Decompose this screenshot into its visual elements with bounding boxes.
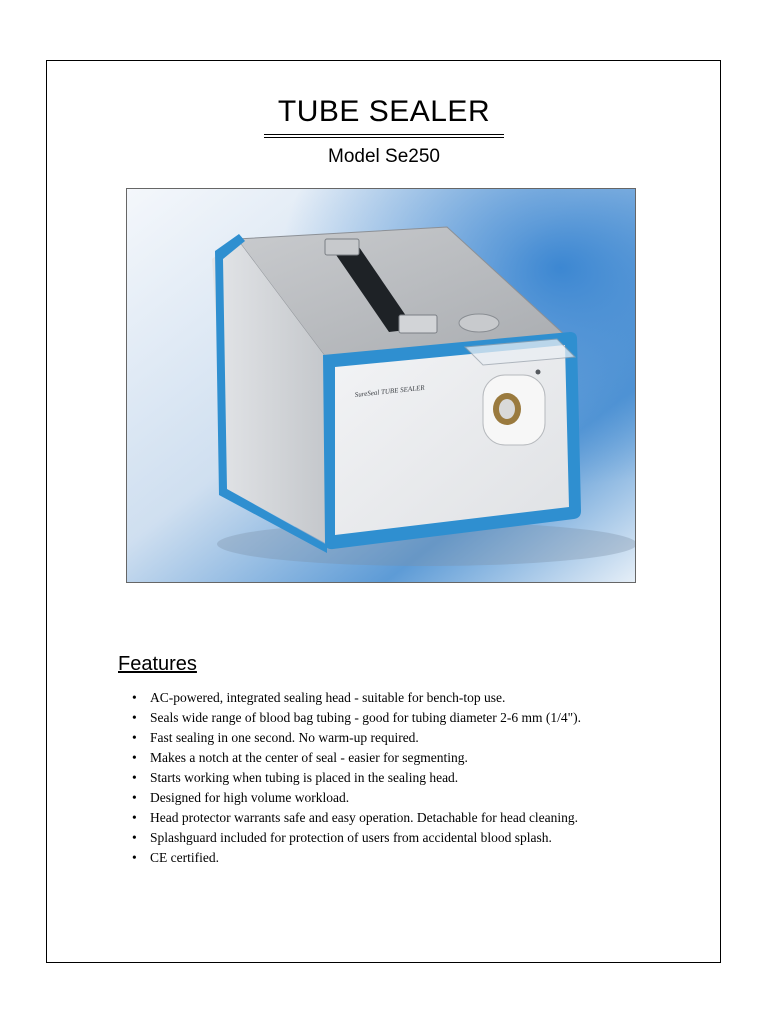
feature-item: • Seals wide range of blood bag tubing - good for tubing diameter 2-6 mm (1/4").	[132, 708, 581, 728]
title-block	[0, 94, 768, 138]
feature-item: • AC-powered, integrated sealing head - suitable for bench-top use.	[132, 688, 581, 708]
feature-item: • Splashguard included for protection of users from accidental blood splash.	[132, 828, 581, 848]
page-title: TUBE SEALER	[264, 94, 504, 138]
tube-sealer-illustration	[127, 189, 636, 583]
device-brand-label: SureSeal TUBE SEALER	[354, 383, 425, 399]
model-subtitle: Model Se250	[328, 146, 440, 167]
feature-item: • Makes a notch at the center of seal - easier for segmenting.	[132, 748, 581, 768]
features-list	[132, 688, 581, 868]
feature-item: • Starts working when tubing is placed in the sealing head.	[132, 768, 581, 788]
features-heading: Features	[118, 653, 197, 675]
product-photo	[126, 188, 636, 583]
feature-item: • Fast sealing in one second. No warm-up required.	[132, 728, 581, 748]
feature-item: • CE certified.	[132, 848, 581, 868]
feature-item: • Designed for high volume workload.	[132, 788, 581, 808]
feature-item: • Head protector warrants safe and easy operation. Detachable for head cleaning.	[132, 808, 581, 828]
